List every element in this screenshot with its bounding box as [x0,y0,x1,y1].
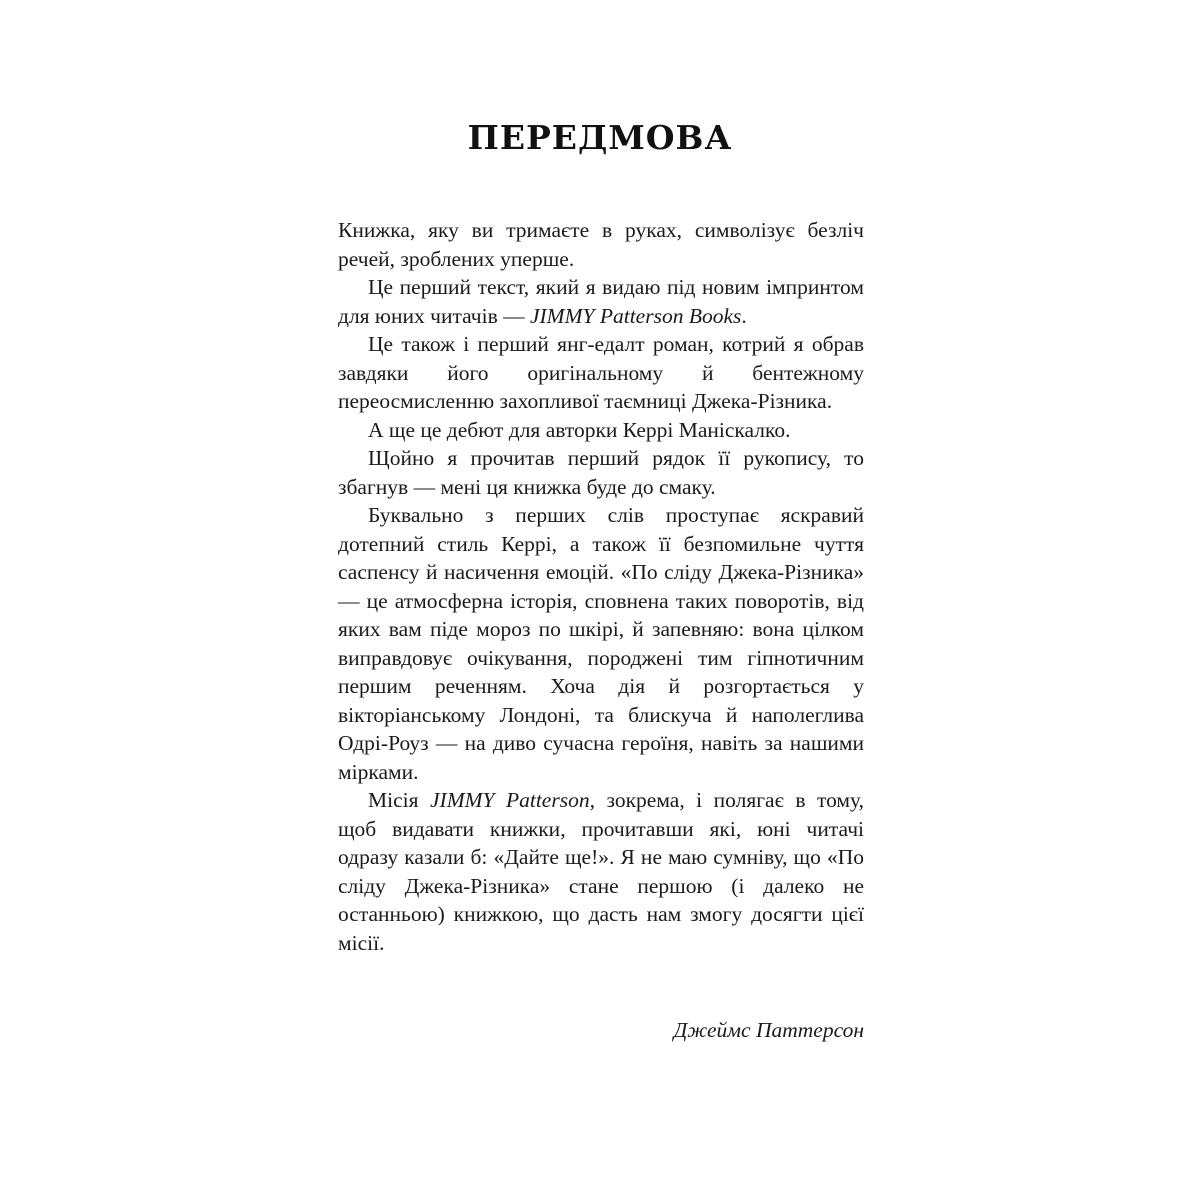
paragraph-text-end: , зокрема, і полягає в тому, щоб видавати книжки, прочитавши які, юні читачі одразу казали б: «Дайте ще!». Я не маю сумніву, що «По сліду Джека-Різника» стане першою (і далеко не останньою) книжкою, що дасть нам змогу досягти цієї місії. [338,788,865,955]
paragraph-text: Місія [368,788,430,812]
paragraph-text: Це перший текст, який я видаю під новим імпринтом для юних читачів — [338,275,864,328]
paragraph-2 [338,273,864,330]
paragraph-text: Книжка, яку ви тримаєте в руках, символізує безліч речей, зроблених уперше. [338,218,864,271]
paragraph-7 [338,786,864,957]
paragraph-text: А ще це дебют для авторки Керрі Маніскалко. [368,417,791,442]
paragraph-4 [338,416,864,445]
imprint-name: JIMMY Patterson [430,788,590,812]
paragraph-5 [338,444,864,501]
paragraph-text: Буквально з перших слів проступає яскравий дотепний стиль Керрі, а також її безпомильне чуття саспенсу й насичення емоцій. «По сліду Джека-Різника» — це атмосферна історія, сповнена таких поворотів, від яких вам піде мороз по шкірі, й запевняю: вона цілком виправдовує очікування, породжені тим гіпнотичним першим реченням. Хоча дія й розгортається у вікторіанському Лондоні, та блискуча й наполеглива Одрі-Роуз — на диво сучасна героїня, навіть за нашими мірками. [338,503,864,784]
paragraph-6 [338,501,864,786]
preface-body [338,216,864,957]
page-title: ПЕРЕДМОВА [467,118,733,157]
paragraph-text-end: . [741,303,747,328]
paragraph-text: Щойно я прочитав перший рядок її рукопису, то збагнув — мені ця книжка буде до смаку. [338,446,864,499]
paragraph-1 [338,216,864,273]
paragraph-3 [338,330,864,416]
author-signature: Джеймс Паттерсон [673,1018,864,1042]
paragraph-text: Це також і перший янг-едалт роман, котрий я обрав завдяки його оригінальному й бентежному переосмисленню захопливої таємниці Джека-Різника. [338,332,864,413]
imprint-name: JIMMY Patterson Books [529,303,742,328]
